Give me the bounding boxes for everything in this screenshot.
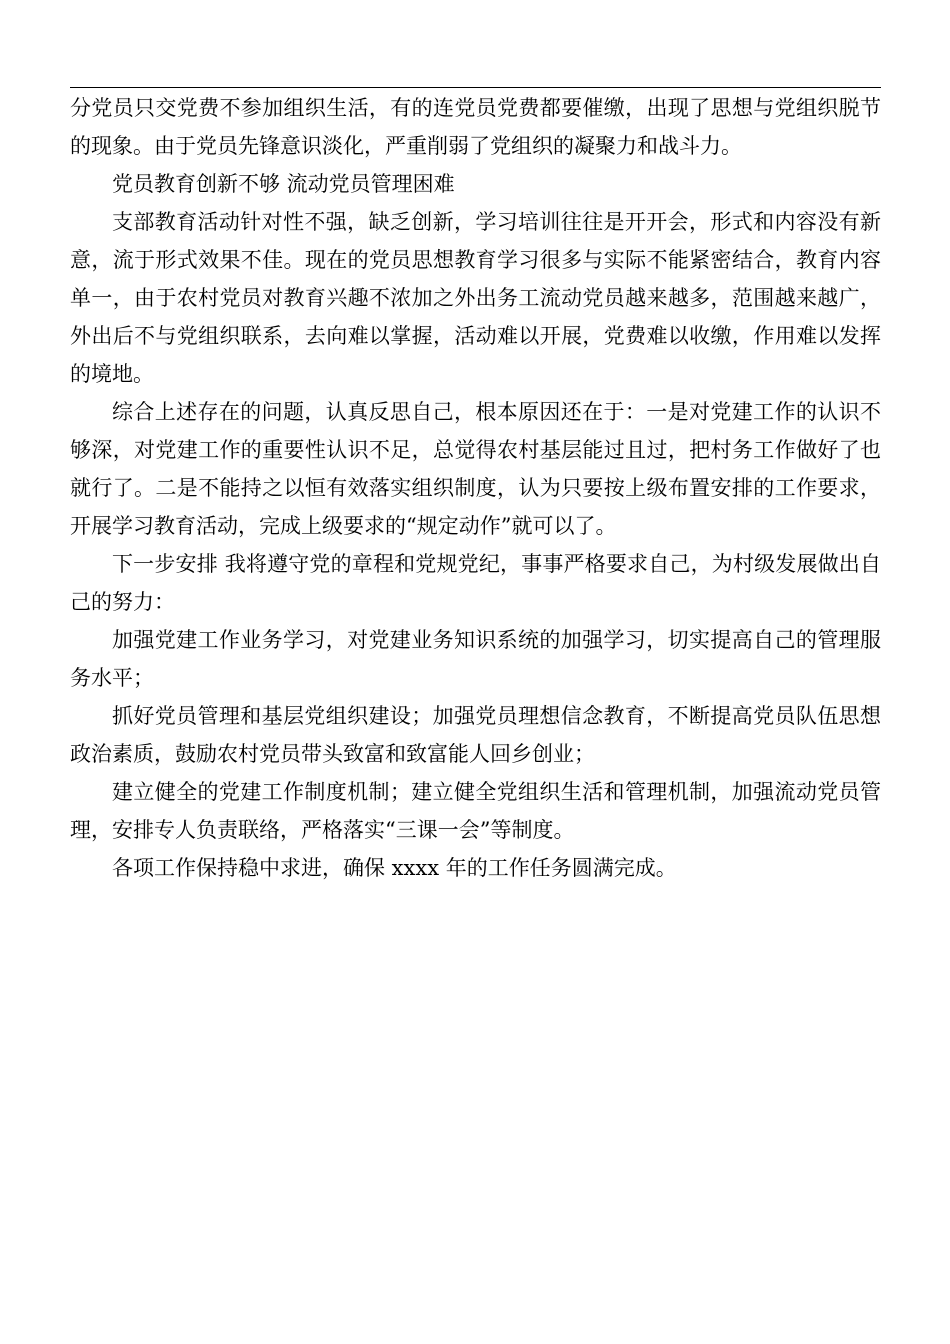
paragraph-mechanism: 建立健全的党建工作制度机制；建立健全党组织生活和管理机制，加强流动党员管理，安排专人负责联络，严格落实“三课一会”等制度。 bbox=[70, 780, 881, 842]
header-rule bbox=[70, 87, 881, 88]
paragraph-root-cause: 综合上述存在的问题，认真反思自己，根本原因还在于：一是对党建工作的认识不够深，对党建工作的重要性认识不足，总觉得农村基层能过且过，把村务工作做好了也就行了。二是不能持之以恒有效落实组织制度，认为只要按上级布置安排的工作要求，开展学习教育活动，完成上级要求的“规定动作”就可以了。 bbox=[70, 400, 881, 538]
paragraph-next-steps: 下一步安排 我将遵守党的章程和党规党纪，事事严格要求自己，为村级发展做出自己的努力： bbox=[70, 552, 881, 614]
document-body bbox=[70, 89, 881, 887]
paragraph-conclusion: 各项工作保持稳中求进，确保 xxxx 年的工作任务圆满完成。 bbox=[112, 856, 677, 880]
paragraph-management: 抓好党员管理和基层党组织建设；加强党员理想信念教育，不断提高党员队伍思想政治素质，鼓励农村党员带头致富和致富能人回乡创业； bbox=[70, 704, 881, 766]
paragraph-continued: 分党员只交党费不参加组织生活，有的连党员党费都要催缴，出现了思想与党组织脱节的现象。由于党员先锋意识淡化，严重削弱了党组织的凝聚力和战斗力。 bbox=[70, 96, 881, 158]
paragraph-study: 加强党建工作业务学习，对党建业务知识系统的加强学习，切实提高自己的管理服务水平； bbox=[70, 628, 881, 690]
section-heading-education: 党员教育创新不够 流动党员管理困难 bbox=[112, 172, 455, 196]
paragraph-education: 支部教育活动针对性不强，缺乏创新，学习培训往往是开开会，形式和内容没有新意，流于形式效果不佳。现在的党员思想教育学习很多与实际不能紧密结合，教育内容单一，由于农村党员对教育兴趣不浓加之外出务工流动党员越来越多，范围越来越广，外出后不与党组织联系，去向难以掌握，活动难以开展，党费难以收缴，作用难以发挥的境地。 bbox=[70, 210, 881, 386]
